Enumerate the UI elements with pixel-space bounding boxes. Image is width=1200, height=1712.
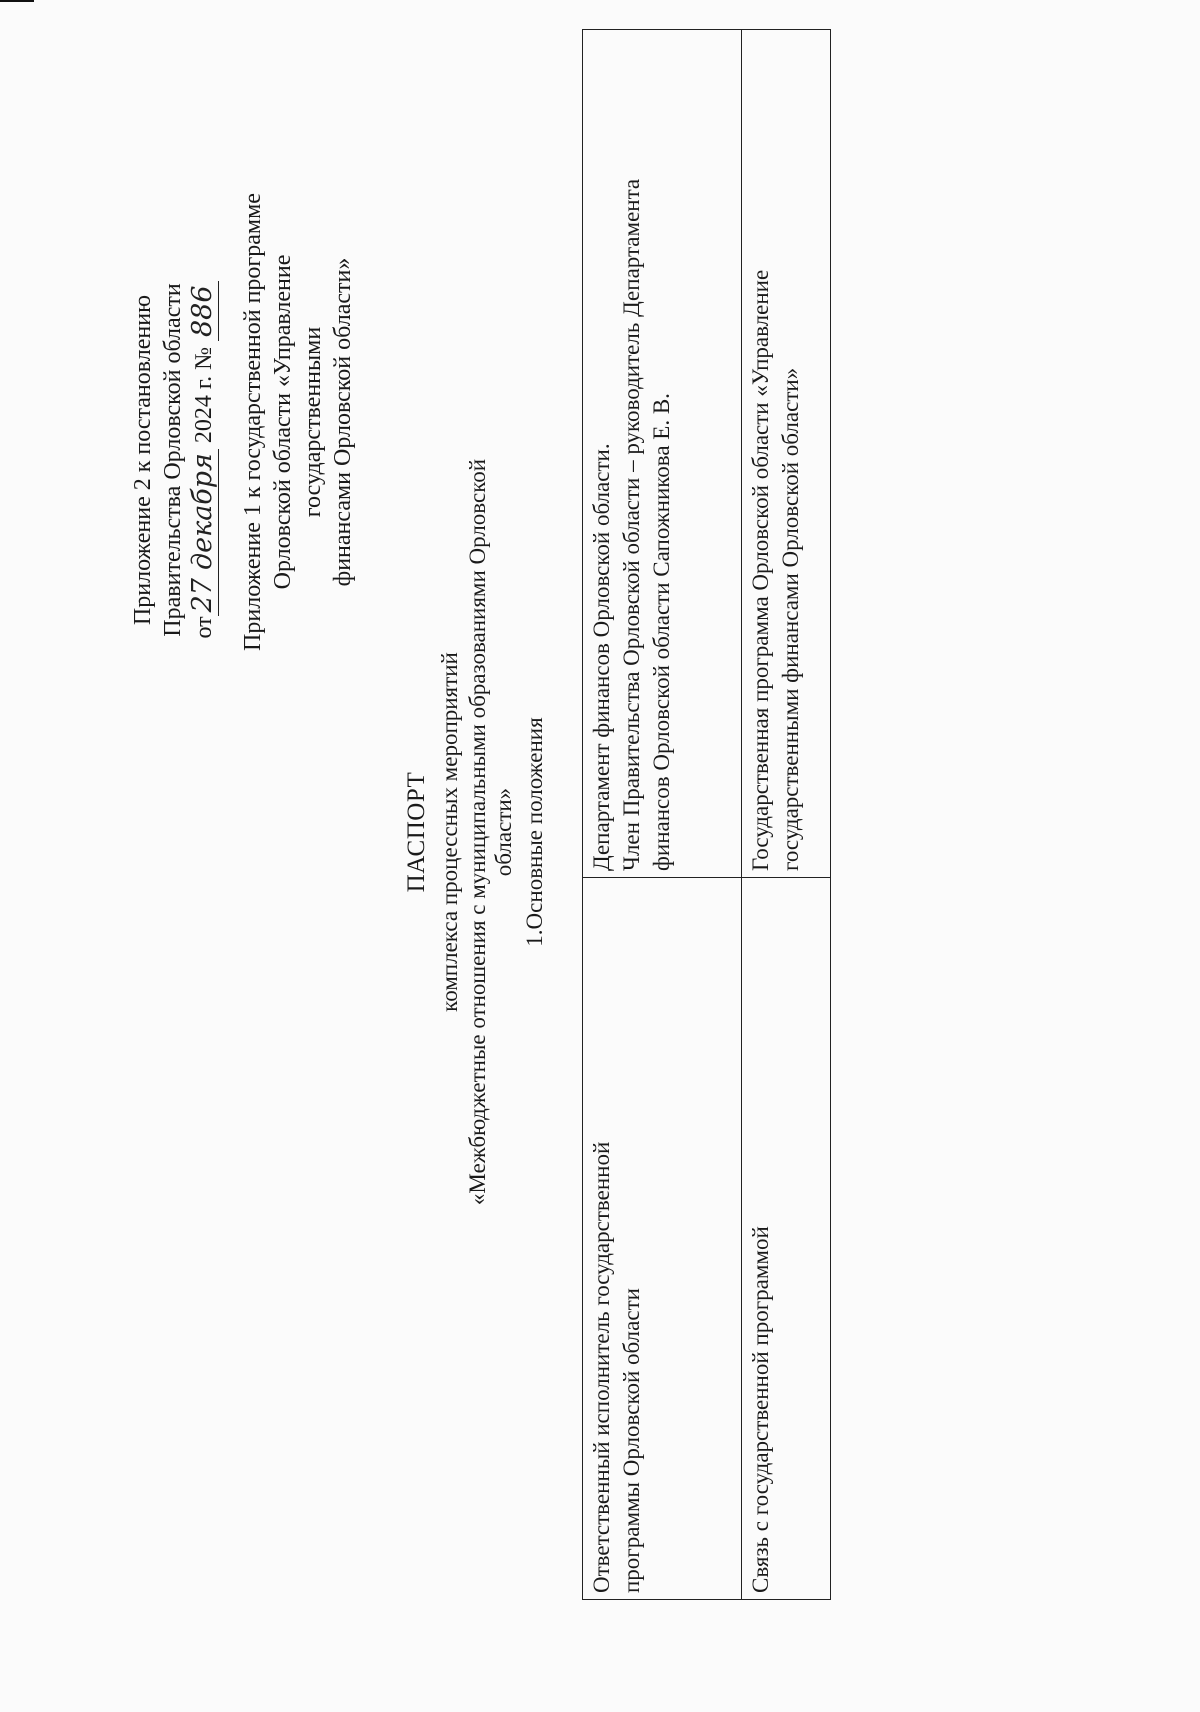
label-line: программы Орловской области xyxy=(619,1288,644,1593)
appendix-2-date-line xyxy=(188,230,219,690)
table-cell-value xyxy=(742,30,831,878)
appendix-1-line1: Приложение 1 к государственной программе xyxy=(240,193,266,651)
basic-provisions-table xyxy=(582,29,831,1600)
document-number-handwritten: 886 xyxy=(188,281,219,341)
appendix-2-line2: Правительства Орловской области xyxy=(160,283,186,637)
value-line: Государственная программа Орловской области «Управление xyxy=(748,269,773,871)
date-day-handwritten: 27 xyxy=(188,574,219,616)
appendix-1-line3: финансами Орловской области» xyxy=(330,257,356,587)
appendix-2-header xyxy=(128,230,219,690)
appendix-2-line1: Приложение 2 к постановлению xyxy=(130,294,156,626)
value-line: Член Правительства Орловской области – руководитель Департамента xyxy=(619,178,644,871)
value-line: финансов Орловской области Сапожникова Е. В. xyxy=(649,393,674,871)
table-cell-label xyxy=(583,878,742,1600)
scan-corner-mark xyxy=(0,0,34,2)
label-line: Ответственный исполнитель государственной xyxy=(589,1141,614,1593)
passport-subtitle-1: комплекса процессных мероприятий xyxy=(437,652,462,1012)
passport-subtitle-2: «Межбюджетные отношения с муниципальными образованиями Орловской области» xyxy=(465,458,516,1206)
appendix-1-line2: Орловской области «Управление государственными xyxy=(270,254,326,590)
value-line: государственными финансами Орловской области» xyxy=(778,367,803,871)
table-row xyxy=(583,30,742,1600)
date-year-label: 2024 г. № xyxy=(191,347,217,444)
appendix-1-header xyxy=(238,162,358,682)
section-title: 1.Основные положения xyxy=(522,717,547,947)
table-row xyxy=(742,30,831,1600)
table-cell-label xyxy=(742,878,831,1600)
passport-title: ПАСПОРТ xyxy=(403,771,430,893)
label-line: Связь с государственной программой xyxy=(748,1226,773,1593)
date-month-handwritten: декабря xyxy=(188,449,219,574)
value-line: Департамент финансов Орловской области. xyxy=(589,443,614,871)
table-cell-value xyxy=(583,30,742,878)
date-prefix: от xyxy=(191,616,217,639)
